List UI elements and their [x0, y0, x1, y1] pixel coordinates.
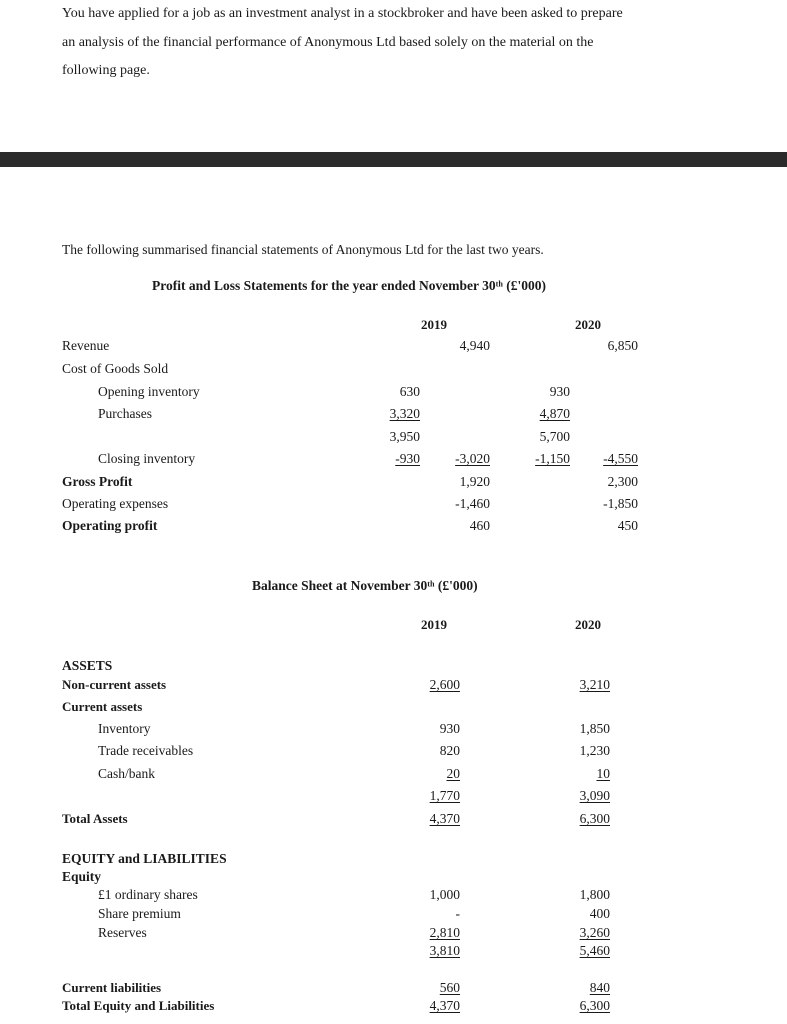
bs-current-total-2020: [510, 788, 610, 804]
pl-closing-inner-2020-value: -1,150: [535, 451, 570, 466]
pl-revenue-2019: 4,940: [459, 338, 490, 353]
bs-inventory-2019: 930: [439, 721, 460, 736]
bs-premium-label: Share premium: [98, 906, 181, 921]
pl-purchases-2020-value: 4,870: [539, 406, 570, 421]
pl-purchases-2019: [340, 406, 420, 422]
bs-equity-total-2019: [360, 943, 460, 959]
pl-closing-2020-value: -4,550: [603, 451, 638, 466]
pl-closing-2019-value: -3,020: [455, 451, 490, 466]
bs-title: Balance Sheet at November 30ᵗʰ (£'000): [252, 578, 478, 593]
bs-total-eq-liab-2019-value: 4,370: [429, 998, 460, 1013]
pl-purchases-2020: [490, 406, 570, 422]
pl-closing-2020: [538, 451, 638, 467]
pl-revenue-label: Revenue: [62, 338, 110, 353]
bs-year-2019: 2019: [421, 617, 447, 632]
intro-line-1: You have applied for a job as an investment analyst in a stockbroker and have been asked to prepare: [62, 6, 623, 21]
pl-year-2019: 2019: [421, 317, 447, 332]
bs-current-liab-2020-value: 840: [589, 980, 610, 995]
pl-closing-label: Closing inventory: [98, 451, 196, 466]
bs-total-eq-liab-label: Total Equity and Liabilities: [62, 998, 215, 1013]
page-separator-band: [0, 152, 787, 167]
bs-equity-total-2020-value: 5,460: [579, 943, 610, 958]
bs-current-total-2019-value: 1,770: [429, 788, 460, 803]
bs-receivables-2019: 820: [439, 743, 460, 758]
bs-current-liab-2019-value: 560: [439, 980, 460, 995]
bs-total-eq-liab-2019: [360, 998, 460, 1014]
bs-reserves-label: Reserves: [98, 925, 147, 940]
bs-non-current-2019: [360, 677, 460, 693]
bs-current-total-2020-value: 3,090: [579, 788, 610, 803]
bs-current-liab-2019: [360, 980, 460, 996]
bs-reserves-2019: [360, 925, 460, 941]
bs-total-assets-2020-value: 6,300: [579, 811, 610, 826]
pl-closing-2019: [390, 451, 490, 467]
bs-current-liab-2020: [510, 980, 610, 996]
pl-subtotal-2019: 3,950: [389, 429, 420, 444]
bs-reserves-2019-value: 2,810: [429, 925, 460, 940]
bs-shares-2019: 1,000: [429, 887, 460, 902]
bs-non-current-2020: [510, 677, 610, 693]
pl-purchases-label: Purchases: [98, 406, 152, 421]
bs-premium-2020: 400: [589, 906, 610, 921]
pl-cogs-label: Cost of Goods Sold: [62, 361, 169, 376]
intro-paragraph: [62, 0, 762, 86]
pl-opening-label: Opening inventory: [98, 384, 200, 399]
bs-cash-label: Cash/bank: [98, 766, 155, 781]
bs-shares-2020: 1,800: [579, 887, 610, 902]
pl-gross-profit-2019: 1,920: [459, 474, 490, 489]
pl-title: Profit and Loss Statements for the year ended November 30ᵗʰ (£'000): [152, 278, 546, 293]
bs-reserves-2020: [510, 925, 610, 941]
bs-total-eq-liab-2020: [510, 998, 610, 1014]
pl-opening-2019: 630: [399, 384, 420, 399]
pl-op-profit-label: Operating profit: [62, 518, 158, 533]
bs-inventory-2020: 1,850: [579, 721, 610, 736]
bs-total-assets-label: Total Assets: [62, 811, 128, 826]
bs-current-liab-label: Current liabilities: [62, 980, 162, 995]
bs-assets-label: ASSETS: [62, 658, 113, 673]
bs-total-assets-2019-value: 4,370: [429, 811, 460, 826]
bs-non-current-label: Non-current assets: [62, 677, 167, 692]
pl-gross-profit-2020: 2,300: [607, 474, 638, 489]
bs-premium-2019: -: [455, 906, 460, 921]
pl-opex-2020: -1,850: [603, 496, 638, 511]
pl-opex-2019: -1,460: [455, 496, 490, 511]
bs-year-2020: 2020: [575, 617, 601, 632]
bs-reserves-2020-value: 3,260: [579, 925, 610, 940]
bs-non-current-2020-value: 3,210: [579, 677, 610, 692]
bs-equity-total-2019-value: 3,810: [429, 943, 460, 958]
bs-cash-2020-value: 10: [596, 766, 610, 781]
bs-non-current-2019-value: 2,600: [429, 677, 460, 692]
bs-eq-liab-label: EQUITY and LIABILITIES: [62, 851, 227, 866]
pl-op-profit-2019: 460: [469, 518, 490, 533]
pl-subtotal-2020: 5,700: [539, 429, 570, 444]
pl-opex-label: Operating expenses: [62, 496, 169, 511]
pl-gross-profit-label: Gross Profit: [62, 474, 133, 489]
bs-cash-2020: [510, 766, 610, 782]
bs-cash-2019: [360, 766, 460, 782]
summary-line: The following summarised financial statements of Anonymous Ltd for the last two years.: [62, 242, 544, 257]
bs-shares-label: £1 ordinary shares: [98, 887, 198, 902]
bs-receivables-2020: 1,230: [579, 743, 610, 758]
pl-purchases-2019-value: 3,320: [389, 406, 420, 421]
intro-line-2: an analysis of the financial performance of Anonymous Ltd based solely on the material on the: [62, 34, 594, 50]
bs-current-assets-label: Current assets: [62, 699, 143, 714]
bs-equity-label: Equity: [62, 869, 102, 884]
bs-current-total-2019: [360, 788, 460, 804]
pl-revenue-2020: 6,850: [607, 338, 638, 353]
bs-receivables-label: Trade receivables: [98, 743, 194, 758]
pl-opening-2020: 930: [549, 384, 570, 399]
intro-line-3: following page.: [62, 63, 150, 78]
bs-cash-2019-value: 20: [446, 766, 460, 781]
bs-total-assets-2020: [510, 811, 610, 827]
pl-op-profit-2020: 450: [617, 518, 638, 533]
pl-year-2020: 2020: [575, 317, 601, 332]
bs-total-eq-liab-2020-value: 6,300: [579, 998, 610, 1013]
bs-equity-total-2020: [510, 943, 610, 959]
bs-inventory-label: Inventory: [98, 721, 151, 736]
bs-total-assets-2019: [360, 811, 460, 827]
pl-closing-inner-2019-value: -930: [395, 451, 420, 466]
